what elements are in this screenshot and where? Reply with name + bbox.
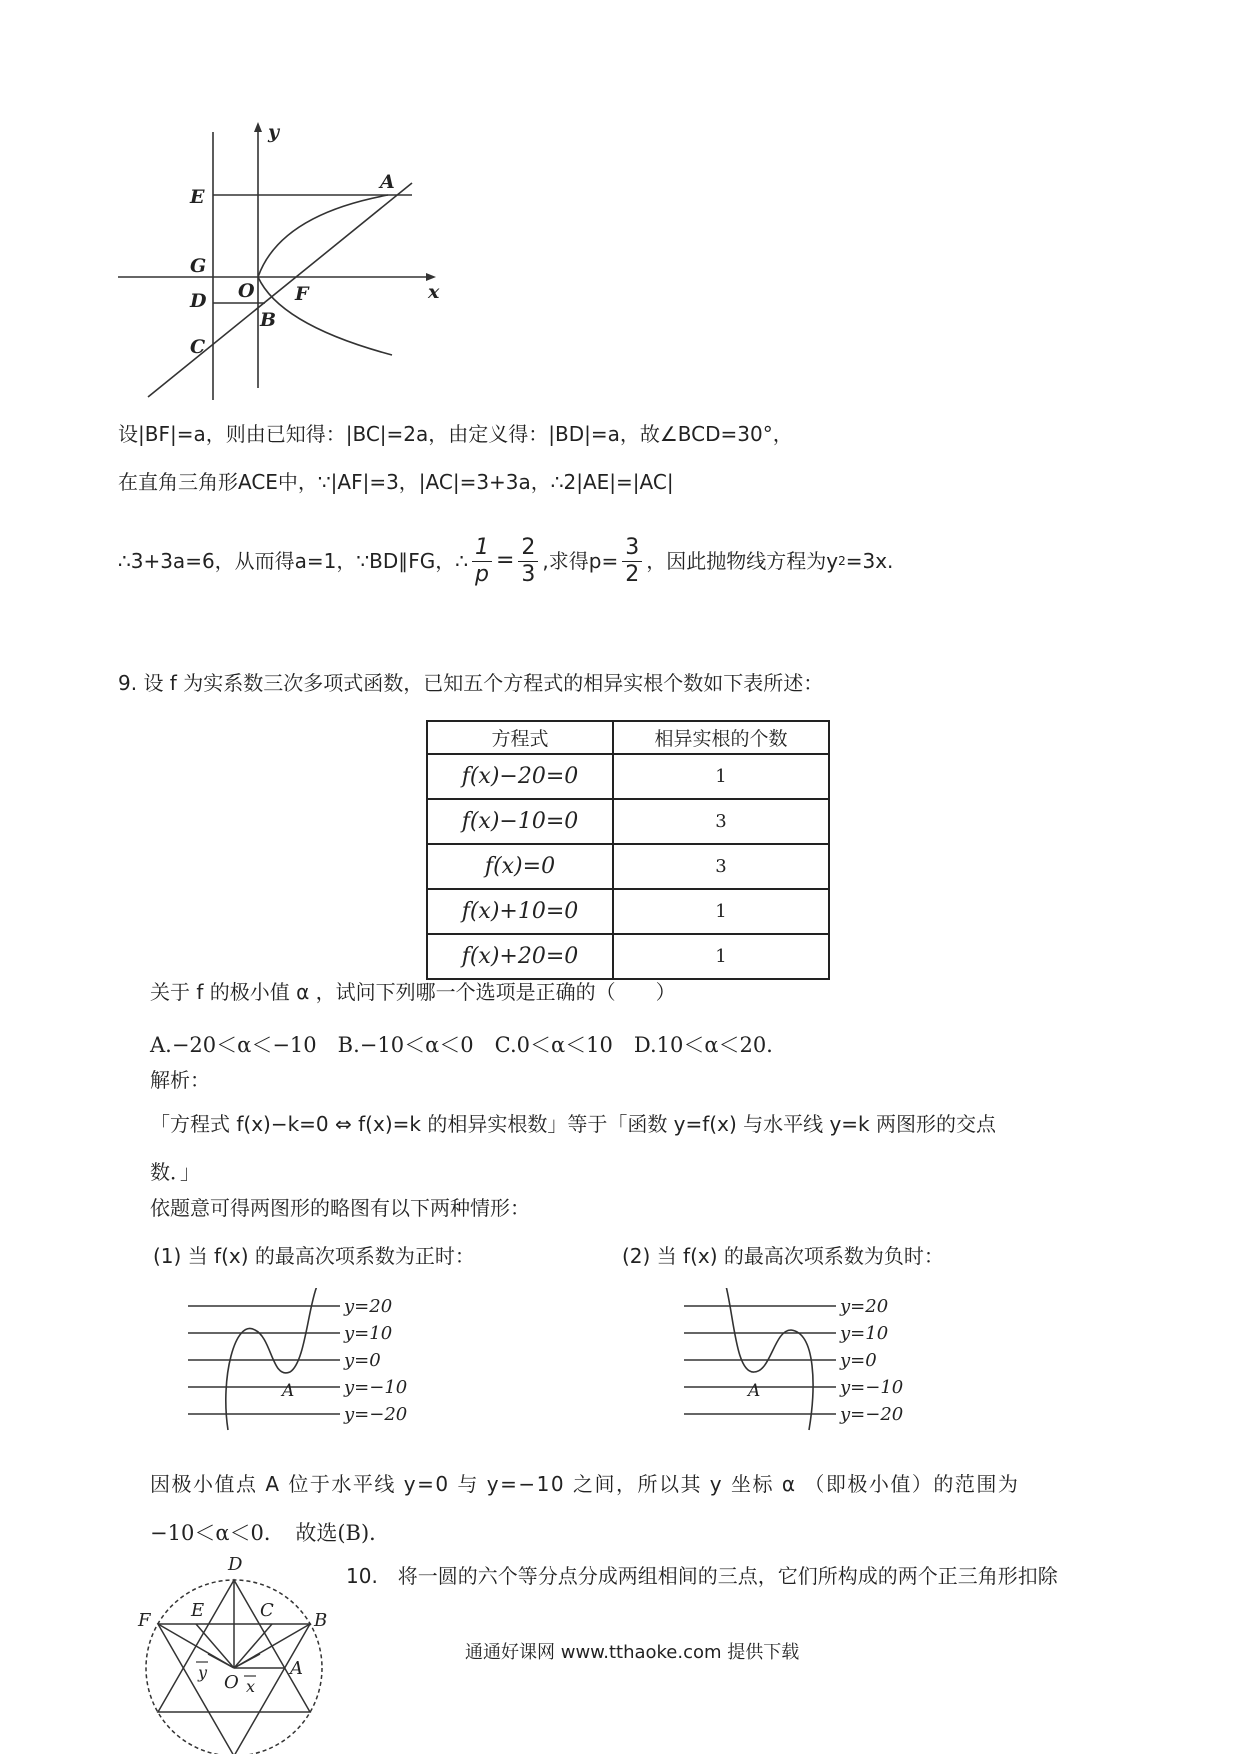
cubic-curve (726, 1288, 813, 1430)
point-label-o: O (238, 280, 255, 302)
vector-y-label: y (198, 1663, 208, 1682)
cubic-sketch-negative (676, 1288, 926, 1438)
line-label: y=−10 (344, 1377, 408, 1398)
line-label: y=−20 (344, 1404, 408, 1425)
table-row (427, 844, 829, 889)
solution-line-1: 设|BF|=a，则由已知得：|BC|=2a，由定义得：|BD|=a，故∠BCD=30°， (118, 422, 793, 446)
table-row (427, 799, 829, 844)
table-row (427, 754, 829, 799)
line-label: y=20 (344, 1296, 393, 1317)
case-1-caption: (1) 当 f(x) 的最高次项系数为正时： (153, 1244, 475, 1268)
point-label-a: A (290, 1658, 303, 1679)
y-axis-label: y (268, 121, 280, 143)
table-row (427, 934, 829, 979)
question-10-text: 10. 将一圆的六个等分点分成两组相间的三点，它们所构成的两个正三角形扣除 (346, 1564, 1058, 1588)
point-label-a: A (380, 171, 395, 193)
point-label-c: C (190, 336, 206, 358)
line-label: y=0 (344, 1350, 381, 1371)
table-cell: 3 (613, 844, 829, 889)
table-cell: f(x)−10=0 (427, 799, 613, 844)
min-point-label: A (748, 1381, 761, 1401)
vector-x-label: x (246, 1677, 256, 1696)
table-cell: f(x)+20=0 (427, 934, 613, 979)
table-header: 相异实根的个数 (613, 721, 829, 754)
min-point-label: A (282, 1381, 295, 1401)
parabola-curve (258, 195, 392, 355)
table-cell: 1 (613, 754, 829, 799)
point-label-d: D (190, 290, 207, 312)
table-cell: 3 (613, 799, 829, 844)
conclusion-line-2: −10＜α＜0． 故选(B)． (150, 1521, 391, 1545)
line-label: y=0 (840, 1350, 877, 1371)
point-label-e: E (190, 186, 205, 208)
point-label-o: O (224, 1672, 239, 1693)
table-header-row (427, 721, 829, 754)
case-2-caption: (2) 当 f(x) 的最高次项系数为负时： (622, 1244, 944, 1268)
analysis-line-1: 「方程式 f(x)−k=0 ⇔ f(x)=k 的相异实根数」等于「函数 y=f(x) 与水平线 y=k 两图形的交点 (150, 1112, 996, 1136)
line-label: y=−10 (840, 1377, 904, 1398)
table-cell: f(x)+10=0 (427, 889, 613, 934)
question-9-prompt: 关于 f 的极小值 α ，试问下列哪一个选项是正确的（ ） (150, 980, 676, 1004)
question-9-options: A.−20＜α＜−10 B.−10＜α＜0 C.0＜α＜10 D.10＜α＜20． (150, 1033, 788, 1057)
parabola-figure (110, 120, 450, 410)
point-label-b: B (314, 1610, 328, 1631)
point-label-g: G (190, 255, 207, 277)
line-label: y=20 (840, 1296, 889, 1317)
conclusion-line-1: 因极小值点 A 位于水平线 y=0 与 y=−10 之间，所以其 y 坐标 α （即极小值）的范围为 (150, 1472, 1020, 1496)
table-cell: 1 (613, 889, 829, 934)
solution-line-3: ∴3+3a=6，从而得a=1，∵BD∥FG，∴ $\frac{1}{p}$ = $\frac{2}{3}$ ,求得p= $\frac{3}{2}$ ，因此抛物线方程为y 2 =3x. (118, 534, 894, 587)
table-row (427, 889, 829, 934)
cubic-sketch-positive (180, 1288, 430, 1438)
table-cell: 1 (613, 934, 829, 979)
line-label: y=−20 (840, 1404, 904, 1425)
table-cell: f(x)−20=0 (427, 754, 613, 799)
fraction-1-over-p: $\frac{1}{p}$ (472, 537, 492, 586)
table-cell: f(x)=0 (427, 844, 613, 889)
table-header: 方程式 (427, 721, 613, 754)
x-axis-label: x (428, 281, 440, 303)
analysis-line-3: 依题意可得两图形的略图有以下两种情形： (150, 1196, 530, 1220)
analysis-label: 解析： (150, 1068, 210, 1092)
point-label-d: D (228, 1554, 243, 1575)
point-label-c: C (260, 1600, 274, 1621)
fraction-2-over-3: $\frac{2}{3}$ (518, 537, 538, 586)
point-label-f: F (295, 283, 309, 305)
hexagram-figure (136, 1552, 336, 1754)
roots-table (426, 720, 830, 980)
point-label-b: B (260, 309, 277, 331)
fraction-3-over-2: $\frac{3}{2}$ (622, 537, 642, 586)
footer-watermark: 通通好课网 www.tthaoke.com 提供下载 (465, 1642, 800, 1663)
question-9-stem: 9. 设 f 为实系数三次多项式函数，已知五个方程式的相异实根个数如下表所述： (118, 671, 824, 695)
analysis-line-2: 数．」 (150, 1160, 200, 1184)
cubic-curve (226, 1288, 317, 1430)
line-label: y=10 (344, 1323, 393, 1344)
point-label-e: E (191, 1600, 205, 1621)
line-label: y=10 (840, 1323, 889, 1344)
solution-line-2: 在直角三角形ACE中，∵|AF|=3，|AC|=3+3a，∴2|AE|=|AC| (118, 470, 674, 494)
point-label-f: F (138, 1610, 151, 1631)
